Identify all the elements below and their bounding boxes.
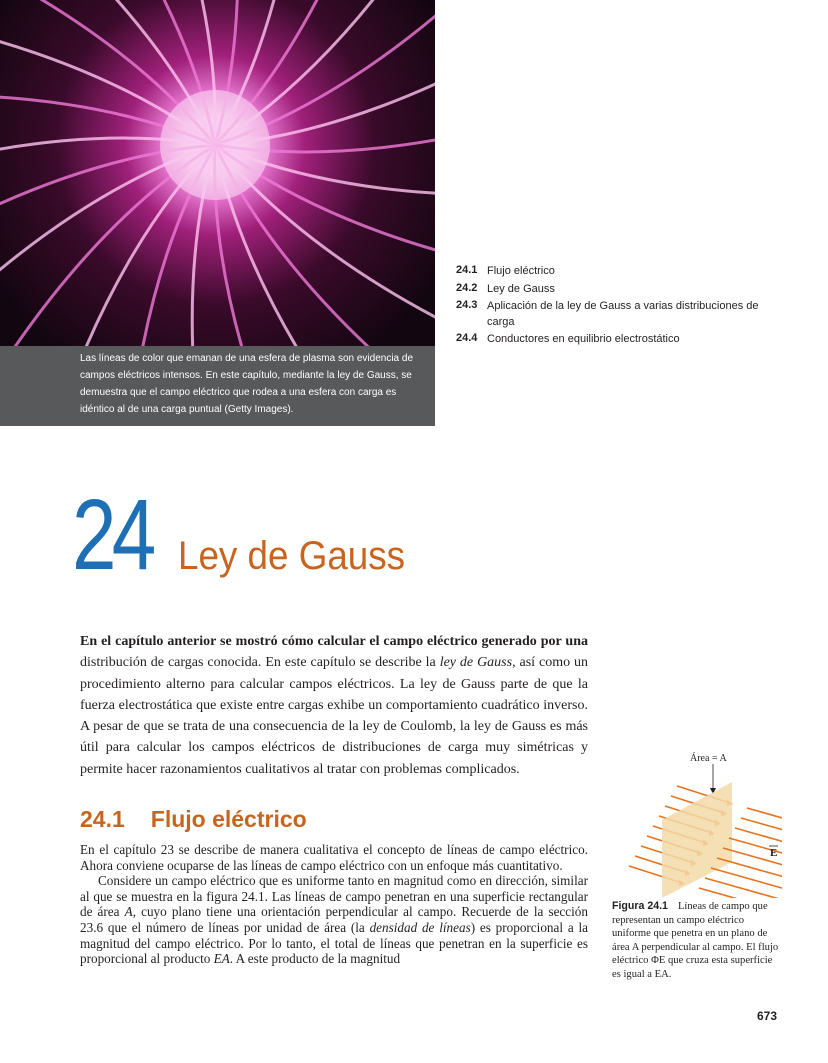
page-number: 673 [757,1009,778,1023]
field-line [741,818,782,842]
paragraph: En el capítulo 23 se describe de manera cualitativa el concepto de líneas de campo eléctrico. Ahora conviene ocuparse de las líneas de campo eléctrico con un enfoque más cuantitativo. [80,842,588,873]
math-A: A [124,904,133,920]
chapter-number: 24 [72,479,152,591]
area-label: Área = A [690,753,727,764]
figure-caption-text: Líneas de campo que representan un campo eléctrico uniforme que penetra en un plano de área A perpendicular al campo. El flujo eléctrico ΦE que cruza esta superficie es igual a EA. [612,901,779,980]
text: . A este producto de la magnitud [229,951,401,967]
toc-item[interactable] [456,330,787,348]
toc-item[interactable] [456,262,787,280]
text: Considere un campo eléctrico que es uniforme tanto en magnitud como en dirección, similar al que se muestra en la figura 24.1. Las líneas de campo penetran en una superficie rectangular de área [80,873,588,920]
photo-caption: Las líneas de color que emanan de una esfera de plasma son evidencia de campos eléctricos intensos. En este capítulo, mediante la ley de Gauss, se demuestra que el campo eléctrico que rodea a una esfera con carga es idéntico al de una carga puntual (Getty Images). [80,353,414,415]
emphasis: densidad de líneas [369,919,471,935]
plasma-sphere-photo [0,0,435,346]
toc-label: Aplicación de la ley de Gauss a varias distribuciones de carga [487,300,759,328]
toc-item[interactable] [456,297,787,330]
chapter-contents [456,262,787,348]
toc-label: Flujo eléctrico [487,265,555,277]
figure-label: Figura 24.1 [612,900,668,912]
section-body [80,842,588,967]
chapter-title: Ley de Gauss [178,534,406,578]
surface-plane [662,782,732,898]
intro-emphasis: ley de Gauss [439,655,513,671]
section-number: 24.1 [80,806,125,832]
intro-lead: En el capítulo anterior se mostró cómo calcular el campo eléctrico generado por una [80,634,588,649]
paragraph [80,873,588,967]
figure-caption [612,900,782,982]
figure-24-1 [612,748,782,898]
text: ) es proporcional a la magnitud del campo eléctrico. Por lo tanto, el total de líneas que penetran en la superficie es proporcional al producto [80,919,588,967]
field-line [711,868,782,892]
field-E-label: E [770,847,778,859]
chapter-intro [80,631,588,780]
text: , cuyo plano tiene una orientación perpendicular al campo. Recuerde de la sección 23.6 que el número de líneas por unidad de área (la [80,904,588,935]
toc-label: Ley de Gauss [487,282,555,295]
math-EA: EA [213,951,230,967]
field-line [705,878,782,898]
section-title: Flujo eléctrico [150,806,307,832]
plasma-core [160,90,270,200]
toc-number: 24.3 [456,299,478,311]
toc-number: 24.1 [456,264,478,276]
plasma-rays [0,0,435,346]
toc-item[interactable] [456,280,787,298]
toc-number: 24.2 [456,281,478,294]
toc-label: Conductores en equilibrio electrostático [487,333,680,345]
intro-text: distribución de cargas conocida. En este capítulo se describe la [80,655,440,671]
section-heading [80,806,307,833]
photo-caption-box [0,346,435,426]
intro-text: , así como un procedimiento alterno para calcular campos eléctricos. La ley de Gauss parte de que la fuerza electrostática que existe entre cargas exhibe un comportamiento cuadrático inverso. A pesar de que se trata de una consecuencia de la ley de Coulomb, la ley de Gauss es más útil para calcular los campos eléctricos de distribuciones de carga muy simétricas y permite hacer razonamientos cualitativos al tratar con problemas complicados. [80,655,589,777]
toc-number: 24.4 [456,332,478,344]
